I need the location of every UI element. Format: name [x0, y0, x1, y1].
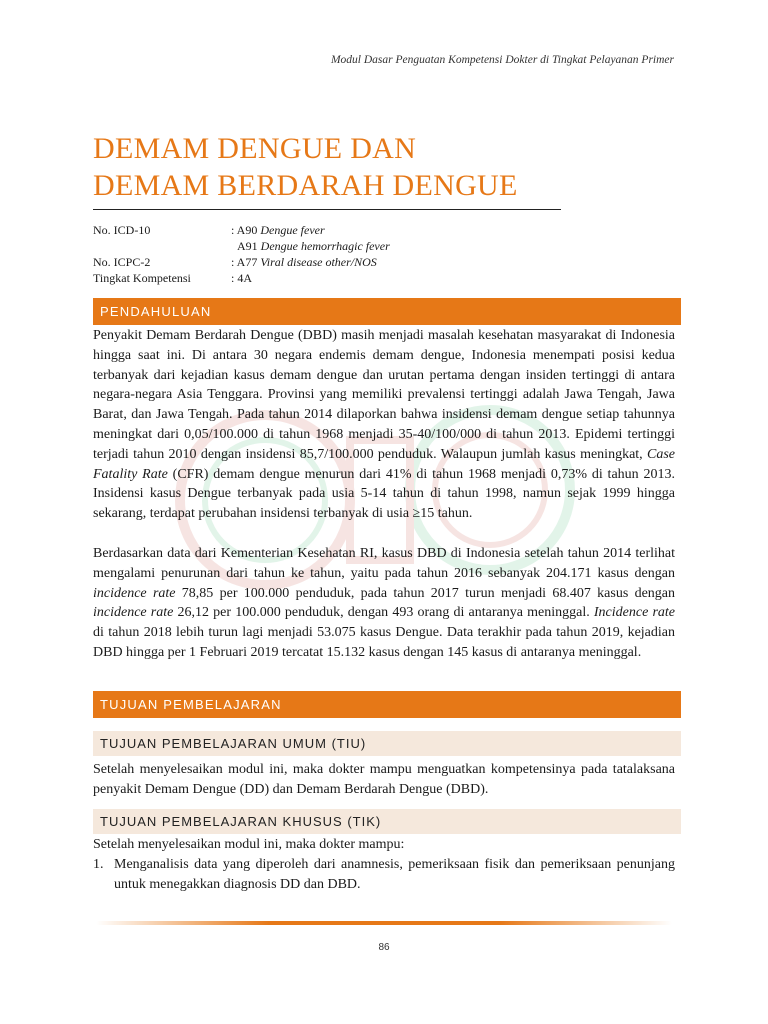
- meta-label: No. ICPC-2: [93, 255, 151, 269]
- section-heading-pendahuluan: PENDAHULUAN: [93, 298, 681, 325]
- running-header: Modul Dasar Penguatan Kompetensi Dokter di Tingkat Pelayanan Primer: [330, 54, 674, 66]
- meta-value: : A90 Dengue fever: [231, 223, 325, 237]
- paragraph-tik-intro: Setelah menyelesaikan modul ini, maka dokter mampu:: [93, 837, 405, 852]
- list-text: Menganalisis data yang diperoleh dari anamnesis, pemeriksaan fisik dan pemeriksaan penunjang untuk menegakkan diagnosis DD dan DBD.: [114, 857, 675, 892]
- section-heading-tujuan: TUJUAN PEMBELAJARAN: [93, 691, 681, 718]
- meta-row-icd10: [93, 222, 390, 238]
- title-line-2: DEMAM BERDARAH DENGUE: [93, 169, 518, 202]
- meta-value: : 4A: [231, 271, 252, 285]
- list-number: 1.: [93, 857, 104, 872]
- meta-label: Tingkat Kompetensi: [93, 271, 191, 285]
- list-item: [93, 855, 675, 895]
- paragraph-pendahuluan-1: Penyakit Demam Berdarah Dengue (DBD) masih menjadi masalah kesehatan masyarakat di Indonesia hingga saat ini. Di antara 30 negara endemis demam dengue, Indonesia menempati posisi kedua terbanyak dari kejadian kasus demam dengue dan urutan pertama dengan insiden tertinggi di antara negara-negara Asia Tenggara. Provinsi yang memiliki prevalensi tertinggi adalah Jawa Tengah, Jawa Barat, dan Jawa Tengah. Pada tahun 2014 dilaporkan bahwa insidensi demam dengue setiap tahunnya meningkat dari 0,05/100.000 di tahun 1968 menjadi 35-40/100/000 di tahun 2013. Epidemi tertinggi terjadi tahun 2010 dengan insidensi 85,7/100.000 penduduk. Walaupun jumlah kasus meningkat, Case Fatality Rate (CFR) demam dengue menurun dari 41% di tahun 1968 menjadi 0,73% di tahun 2013. Insidensi kasus Dengue terbanyak pada usia 5-14 tahun di tahun 1998, namun sejak 1999 hingga sekarang, terdapat perubahan insidensi terbanyak di usia ≥15 tahun.: [93, 328, 675, 522]
- meta-label: [93, 238, 231, 254]
- subsection-heading-tiu: TUJUAN PEMBELAJARAN UMUM (TIU): [93, 731, 681, 756]
- meta-value: : A77 Viral disease other/NOS: [231, 255, 377, 269]
- paragraph-tiu: Setelah menyelesaikan modul ini, maka dokter mampu menguatkan kompetensinya pada tatalaksana penyakit Demam Dengue (DD) dan Demam Berdarah Dengue (DBD).: [93, 762, 675, 797]
- paragraph-pendahuluan-2: Berdasarkan data dari Kementerian Kesehatan RI, kasus DBD di Indonesia setelah tahun 2014 terlihat mengalami penurunan dari tahun ke tahun, yaitu pada tahun 2016 sebanyak 204.171 kasus dengan incidence rate 78,85 per 100.000 penduduk, pada tahun 2017 turun menjadi 68.407 kasus dengan incidence rate 26,12 per 100.000 penduduk, dengan 493 orang di antaranya meninggal. Incidence rate di tahun 2018 lebih turun lagi menjadi 53.075 kasus Dengue. Data terakhir pada tahun 2019, kejadian DBD hingga per 1 Februari 2019 tercatat 15.132 kasus dengan 145 kasus di antaranya meninggal.: [93, 546, 676, 660]
- meta-label: No. ICD-10: [93, 223, 151, 237]
- meta-row-competency: [93, 270, 390, 286]
- meta-row-icd10-2: [93, 238, 390, 254]
- title-divider: [93, 209, 561, 210]
- page-title: [93, 130, 573, 204]
- meta-row-icpc2: [93, 254, 390, 270]
- subsection-heading-tik: TUJUAN PEMBELAJARAN KHUSUS (TIK): [93, 809, 681, 834]
- page-number: 86: [378, 942, 390, 953]
- footer-divider: [96, 921, 672, 925]
- title-line-1: DEMAM DENGUE DAN: [93, 132, 417, 165]
- classification-codes: [93, 222, 390, 286]
- meta-value: A91 Dengue hemorrhagic fever: [237, 239, 390, 253]
